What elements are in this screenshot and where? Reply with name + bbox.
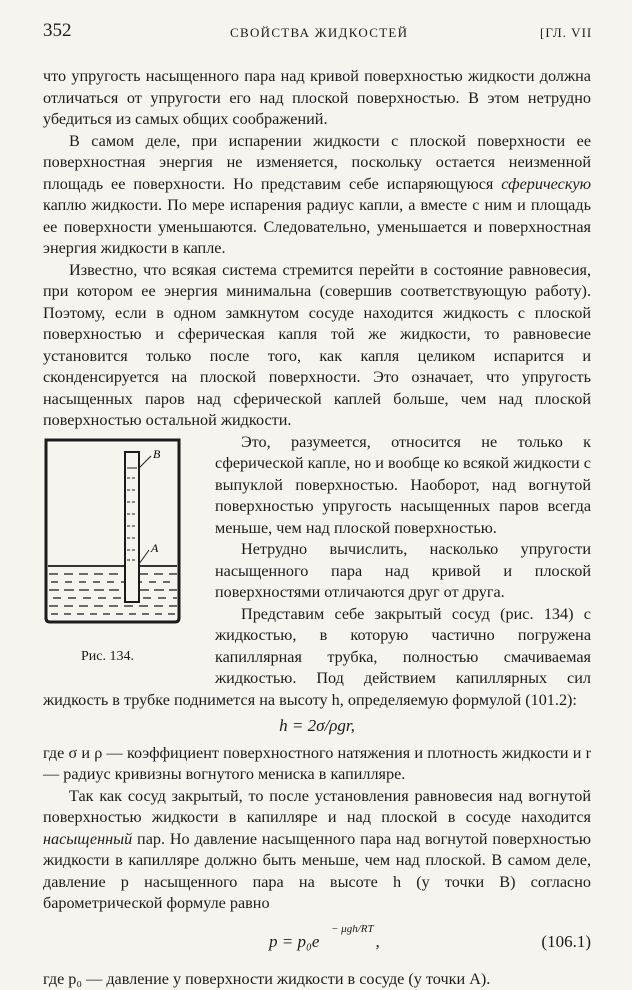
paragraph-2-part-a: В самом деле, при испарении жидкости с плоской поверхности ее поверхностная энергия не изменяется, поскольку остается неизменной площадь ее поверхности. Но представим себе испаряющуюся	[43, 132, 591, 193]
paragraph-6: Представим себе закрытый сосуд (рис. 134) с жидкостью, в которую частично погружена капиллярная трубка, полностью смачиваемая жидкостью. Под действием капиллярных сил жидкость в трубке поднимется на высоту h, определяемую формулой (101.2):	[43, 604, 591, 712]
paragraph-7: где σ и ρ — коэффициент поверхностного натяжения и плотность жидкости и r — радиус кривизны вогнутого мениска в капилляре.	[43, 743, 591, 786]
figure-caption: Рис. 134.	[81, 646, 134, 668]
paragraph-5: Нетрудно вычислить, насколько упругости насыщенного пара над кривой и плоской поверхностями отличаются друг от друга.	[43, 539, 591, 604]
running-title: СВОЙСТВА ЖИДКОСТЕЙ	[230, 25, 408, 41]
body-text	[43, 66, 591, 990]
running-header	[0, 20, 632, 46]
equation-106-1-comma: ,	[375, 932, 379, 951]
capillary-tube	[125, 452, 139, 602]
equation-106-1-exponent: − μgh/RT	[331, 919, 374, 941]
label-b: B	[153, 447, 161, 461]
paragraph-8-part-b: пар. Но давление насыщенного пара над вогнутой поверхностью жидкости в капилляре должно быть меньше, чем над плоской. В самом деле, давление p насыщенного пара на высоте h (у точки B) согласно барометрической формуле равно	[43, 830, 591, 913]
paragraph-2	[43, 131, 591, 260]
emphasis-saturated: насыщенный	[43, 830, 132, 848]
leader-line-a	[139, 550, 149, 564]
equation-106-1-main: p = p₀e	[269, 932, 319, 951]
paragraph-3: Известно, что всякая система стремится перейти в состояние равновесия, при котором ее энергия минимальна (совершив соответствующую работу). Поэтому, если в одном замкнутом сосуде находится жидкость с плоской поверхностью и сферическая капля той же жидкости, то равновесие установится только после того, как капля целиком испарится и сконденсируется на плоской поверхности. Это означает, что упругость насыщенных паров над сферической каплей больше, чем над плоской поверхностью остальной жидкости.	[43, 260, 591, 432]
figure-134	[43, 434, 215, 674]
leader-line-b	[139, 456, 151, 468]
label-a: A	[150, 541, 159, 555]
equation-106-1	[43, 917, 591, 965]
paragraph-8	[43, 786, 591, 915]
chapter-label: [ГЛ. VII	[540, 25, 592, 41]
equation-number: (106.1)	[541, 931, 591, 953]
paragraph-8-part-a: Так как сосуд закрытый, то после установления равновесия над вогнутой поверхностью жидкости в капилляре и над плоской в сосуде находится	[43, 787, 591, 827]
emphasis-spherical: сферическую	[501, 175, 591, 193]
vessel-liquid	[48, 566, 177, 614]
capillary-vessel-diagram	[43, 434, 215, 644]
page-number: 352	[43, 20, 72, 42]
equation-106-1-formula	[269, 931, 380, 953]
paragraph-4: Это, разумеется, относится не только к сферической капле, но и вообще ко всякой жидкости с выпуклой поверхностью. Наоборот, над вогнутой поверхностью упругость насыщенных паров всегда меньше, чем над плоской поверхностью.	[43, 432, 591, 540]
paragraph-2-part-b: каплю жидкости. По мере испарения радиус капли, а вместе с ним и площадь ее поверхности уменьшаются. Следовательно, уменьшается и поверхностная энергия жидкости в капле.	[43, 196, 591, 257]
paragraph-9: где p₀ — давление у поверхности жидкости в сосуде (у точки A).	[43, 969, 591, 990]
vessel-outline	[46, 440, 179, 622]
equation-h: h = 2σ/ρgr,	[43, 715, 591, 737]
paragraph-1: что упругость насыщенного пара над кривой поверхностью жидкости должна отличаться от упругости его над плоской поверхностью. В этом нетрудно убедиться из самых общих соображений.	[43, 66, 591, 131]
